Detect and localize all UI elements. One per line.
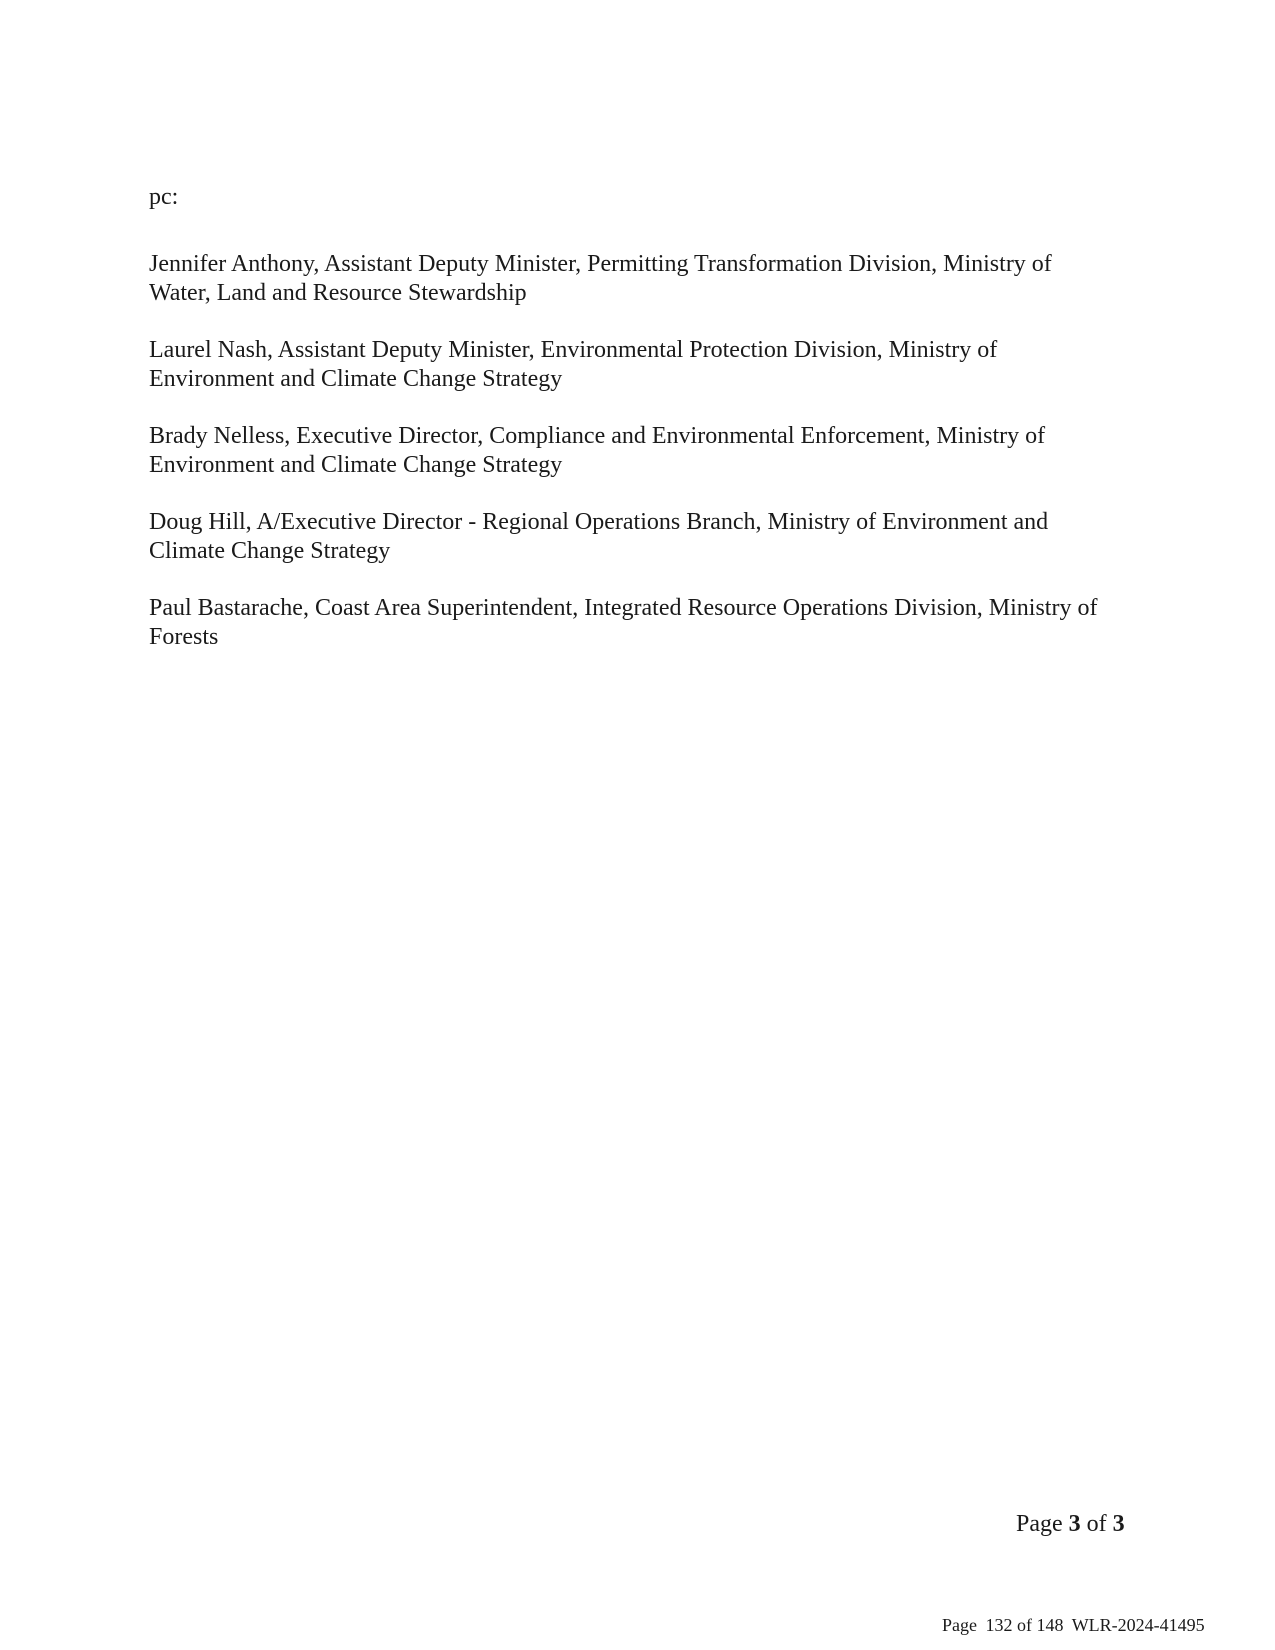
pc-label: pc:	[149, 184, 179, 210]
page-number-of: of	[1086, 1511, 1107, 1537]
stamp-page-word: Page	[942, 1615, 977, 1635]
recipient-entry: Laurel Nash, Assistant Deputy Minister, Environmental Protection Division, Ministry of Environment and Climate Change Strategy	[149, 337, 998, 392]
recipient-entry: Paul Bastarache, Coast Area Superintendent, Integrated Resource Operations Division, Ministry of Forests	[149, 595, 1098, 650]
stamp-reference: WLR-2024-41495	[1071, 1615, 1205, 1635]
page-number-prefix: Page	[1016, 1511, 1063, 1537]
recipient-entry: Jennifer Anthony, Assistant Deputy Minister, Permitting Transformation Division, Ministry of Water, Land and Resource Stewardship	[149, 251, 1052, 306]
recipient-entry: Brady Nelless, Executive Director, Compliance and Environmental Enforcement, Ministry of Environment and Climate Change Strategy	[149, 423, 1046, 478]
page-number	[1016, 1510, 1125, 1538]
stamp-position: 132 of 148	[985, 1615, 1064, 1635]
recipient-list	[149, 250, 1099, 680]
release-stamp	[942, 1614, 1209, 1636]
page-number-total: 3	[1112, 1511, 1125, 1537]
page-number-current: 3	[1068, 1511, 1081, 1537]
recipient-entry: Doug Hill, A/Executive Director - Regional Operations Branch, Ministry of Environment and Climate Change Strategy	[149, 509, 1049, 564]
